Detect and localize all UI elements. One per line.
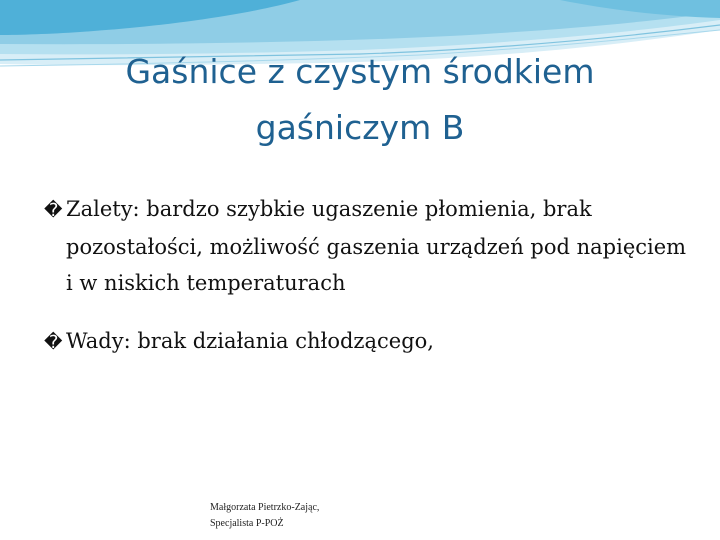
slide-title	[40, 44, 680, 156]
bullet-list	[44, 191, 694, 361]
title-line-2: gaśniczym B	[255, 108, 465, 147]
replacement-character-icon: �	[44, 200, 63, 221]
bullet-disadvantages-text: Wady: brak działania chłodzącego,	[66, 329, 434, 353]
author-role: Specjalista P-POŻ	[210, 518, 284, 529]
title-line-1: Gaśnice z czystym środkiem	[125, 52, 595, 91]
author-name: Małgorzata Pietrzko-Zając,	[210, 502, 320, 513]
replacement-character-icon: �	[44, 332, 63, 353]
bullet-advantages-text: Zalety: bardzo szybkie ugaszenie płomienia, brak pozostałości, możliwość gaszenia urządzeń pod napięciem i w niskich temperaturach	[66, 197, 687, 295]
author-footer	[210, 500, 319, 532]
bullet-disadvantages	[44, 323, 694, 361]
bullet-advantages	[44, 191, 694, 301]
